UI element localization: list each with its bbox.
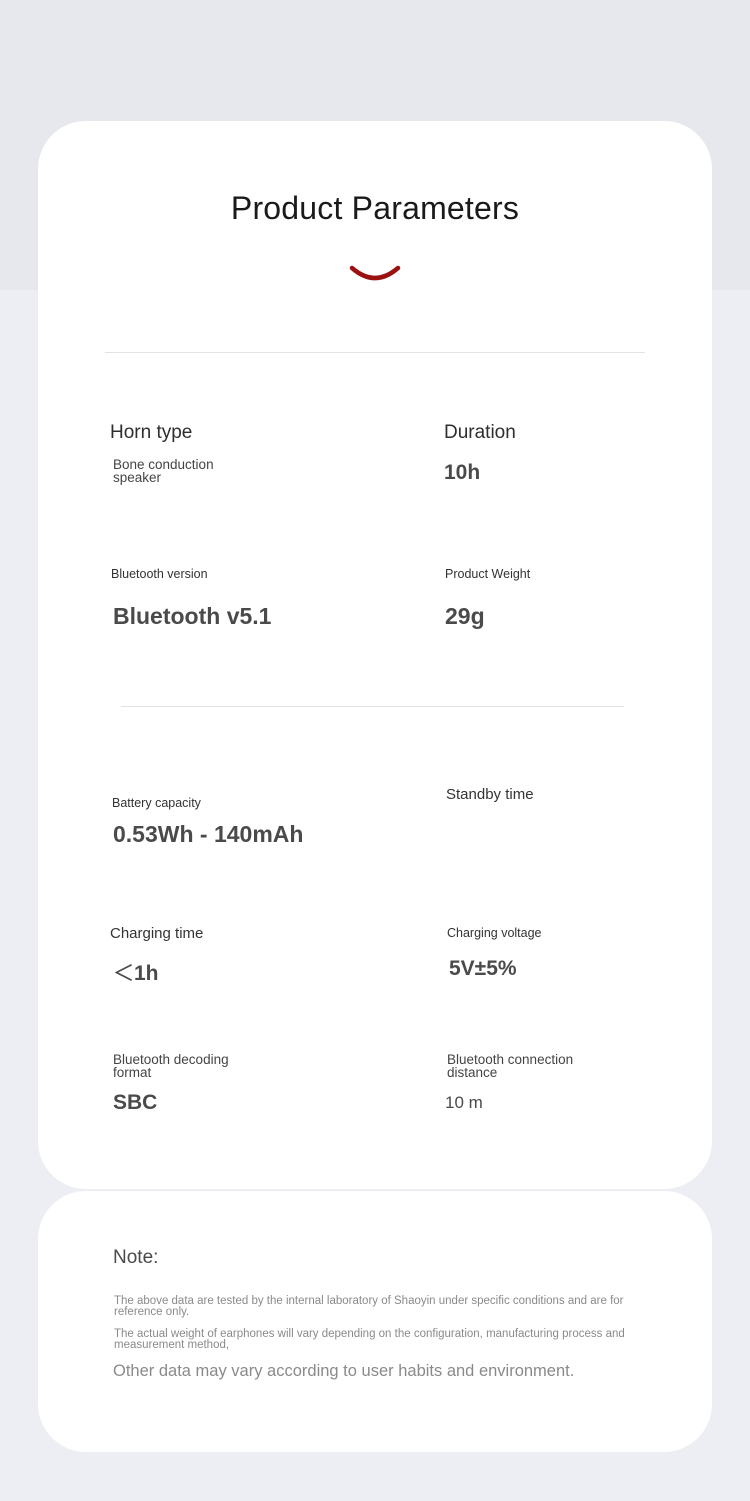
product-weight-value: 29g (445, 603, 485, 629)
charging-voltage-label: Charging voltage (447, 926, 542, 940)
bluetooth-version-label: Bluetooth version (111, 567, 208, 581)
duration-label: Duration (444, 422, 516, 443)
note-title: Note: (113, 1247, 159, 1268)
charging-voltage-value: 5V±5% (449, 957, 517, 980)
battery-capacity-value: 0.53Wh - 140mAh (113, 821, 304, 847)
decoding-format-label: Bluetooth decoding format (113, 1052, 229, 1080)
note-line-2: The actual weight of earphones will vary depending on the configuration, manufacturing process and measurement method, (114, 1328, 625, 1351)
duration-value: 10h (444, 461, 481, 484)
connection-distance-value: 10 m (445, 1093, 483, 1112)
smile-accent-icon (348, 262, 402, 284)
decoding-format-value: SBC (113, 1091, 158, 1114)
charging-time-label: Charging time (110, 925, 204, 942)
standby-time-label: Standby time (446, 786, 534, 803)
battery-capacity-label: Battery capacity (112, 796, 201, 810)
horn-type-label: Horn type (110, 422, 193, 443)
bluetooth-version-value: Bluetooth v5.1 (113, 603, 272, 629)
connection-distance-label: Bluetooth connection distance (447, 1052, 574, 1080)
divider (105, 352, 645, 353)
note-line-3: Other data may vary according to user habits and environment. (113, 1362, 575, 1380)
horn-type-value: Bone conduction speaker (113, 457, 214, 485)
product-weight-label: Product Weight (445, 567, 531, 581)
note-line-1: The above data are tested by the internal laboratory of Shaoyin under specific conditions and are for reference only. (114, 1295, 624, 1318)
divider (121, 706, 624, 707)
charging-time-value: ＜1h (113, 962, 159, 985)
note-card (38, 1191, 712, 1452)
page-title: Product Parameters (230, 190, 520, 226)
